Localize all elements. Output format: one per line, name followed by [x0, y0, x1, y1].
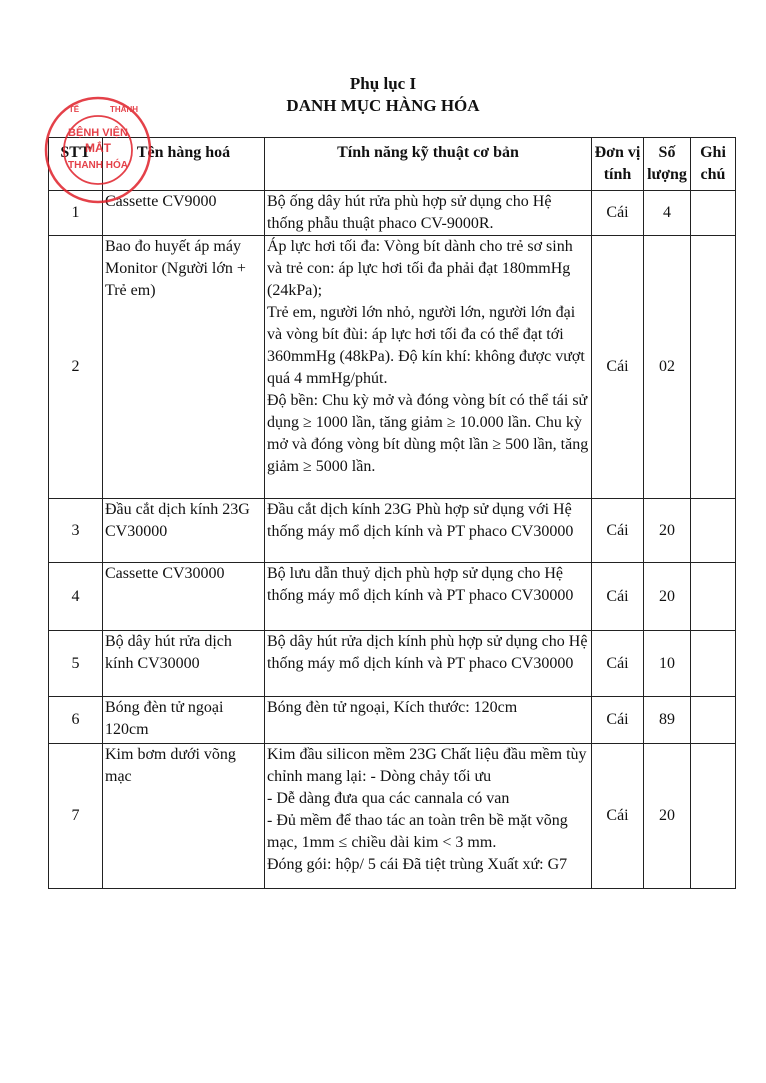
col-header-spec: Tính năng kỹ thuật cơ bản: [265, 138, 592, 191]
row-quantity: 20: [644, 744, 691, 889]
row-item-name: Cassette CV30000: [103, 563, 265, 631]
svg-text:THANH HÓA: THANH HÓA: [68, 160, 128, 171]
row-unit: Cái: [592, 697, 644, 744]
row-quantity: 89: [644, 697, 691, 744]
row-note: [691, 744, 736, 889]
col-header-qty: Số lượng: [644, 138, 691, 191]
row-unit: Cái: [592, 236, 644, 499]
row-quantity: 4: [644, 191, 691, 236]
spec-line: Bóng đèn tử ngoại, Kích thước: 120cm: [267, 699, 518, 716]
table-row: [49, 563, 736, 631]
row-unit: Cái: [592, 563, 644, 631]
table-row: [49, 744, 736, 889]
col-header-unit: Đơn vị tính: [592, 138, 644, 191]
appendix-title: Phụ lục I: [349, 74, 417, 93]
row-spec: [265, 744, 592, 889]
row-spec: [265, 631, 592, 697]
document-heading: DANH MỤC HÀNG HÓA: [286, 96, 480, 115]
row-unit: Cái: [592, 499, 644, 563]
row-stt: 6: [49, 697, 103, 744]
spec-line: Đóng gói: hộp/ 5 cái Đã tiệt trùng Xuất xứ: G7: [267, 856, 568, 873]
col-header-stt: STT: [49, 138, 103, 191]
spec-line: Đầu cắt dịch kính 23G Phù hợp sử dụng với Hệ thống máy mổ dịch kính và PT phaco CV30000: [267, 501, 574, 540]
row-quantity: 20: [644, 563, 691, 631]
row-spec: [265, 697, 592, 744]
table-row: [49, 191, 736, 236]
row-item-name: Đầu cắt dịch kính 23G CV30000: [103, 499, 265, 563]
row-spec: [265, 499, 592, 563]
table-header-row: [49, 138, 736, 191]
spec-line: - Đủ mềm để thao tác an toàn trên bề mặt võng mạc, 1mm ≤ chiều dài kim < 3 mm.: [267, 812, 568, 851]
row-unit: Cái: [592, 744, 644, 889]
spec-line: Bộ dây hút rửa dịch kính phù hợp sử dụng cho Hệ thống máy mổ dịch kính và PT phaco CV30000: [267, 633, 588, 672]
row-item-name: Bộ dây hút rửa dịch kính CV30000: [103, 631, 265, 697]
row-stt: 3: [49, 499, 103, 563]
row-stt: 2: [49, 236, 103, 499]
svg-text:TẾ: TẾ: [68, 105, 80, 114]
svg-text:BỆNH VIỆN: BỆNH VIỆN: [68, 127, 128, 139]
row-note: [691, 191, 736, 236]
row-quantity: 02: [644, 236, 691, 499]
row-note: [691, 499, 736, 563]
row-note: [691, 236, 736, 499]
goods-table: [48, 137, 736, 889]
spec-line: Độ bền: Chu kỳ mở và đóng vòng bít có thể tái sử dụng ≥ 1000 lần, tăng giảm ≥ 10.000 lần. Chu kỳ mở và đóng vòng bít dùng một lần ≥ 500 lần, tăng giảm ≥ 5000 lần.: [267, 392, 589, 475]
row-item-name: Cassette CV9000: [103, 191, 265, 236]
col-header-note: Ghi chú: [691, 138, 736, 191]
table-row: [49, 499, 736, 563]
row-note: [691, 697, 736, 744]
col-header-name: Tên hàng hoá: [103, 138, 265, 191]
spec-line: Trẻ em, người lớn nhỏ, người lớn, người lớn đại và vòng bít đùi: áp lực hơi tối đa có thể đạt tới 360mmHg (48kPa). Độ kín khí: không được vượt quá 4 mmHg/phút.: [267, 304, 585, 387]
svg-text:THANH: THANH: [110, 105, 138, 114]
spec-line: Bộ ống dây hút rửa phù hợp sử dụng cho Hệ thống phẫu thuật phaco CV-9000R.: [267, 193, 552, 232]
row-stt: 7: [49, 744, 103, 889]
table-row: [49, 236, 736, 499]
row-spec: [265, 191, 592, 236]
table-row: [49, 631, 736, 697]
row-unit: Cái: [592, 631, 644, 697]
row-quantity: 10: [644, 631, 691, 697]
spec-line: Áp lực hơi tối đa: Vòng bít dành cho trẻ sơ sinh và trẻ con: áp lực hơi tối đa phải đạt 180mmHg (24kPa);: [267, 238, 573, 299]
spec-line: Kim đầu silicon mềm 23G Chất liệu đầu mềm tùy chỉnh mang lại: - Dòng chảy tối ưu: [267, 746, 587, 785]
row-item-name: Bao đo huyết áp máy Monitor (Người lớn + Trẻ em): [103, 236, 265, 499]
row-note: [691, 631, 736, 697]
row-stt: 1: [49, 191, 103, 236]
row-spec: [265, 563, 592, 631]
spec-line: Bộ lưu dẫn thuỷ dịch phù hợp sử dụng cho Hệ thống máy mổ dịch kính và PT phaco CV30000: [267, 565, 574, 604]
row-spec: [265, 236, 592, 499]
row-stt: 5: [49, 631, 103, 697]
row-item-name: Bóng đèn tử ngoại 120cm: [103, 697, 265, 744]
row-quantity: 20: [644, 499, 691, 563]
row-stt: 4: [49, 563, 103, 631]
row-item-name: Kim bơm dưới võng mạc: [103, 744, 265, 889]
row-unit: Cái: [592, 191, 644, 236]
svg-text:MẮT: MẮT: [85, 141, 111, 155]
table-row: [49, 697, 736, 744]
row-note: [691, 563, 736, 631]
spec-line: - Dễ dàng đưa qua các cannala có van: [267, 790, 510, 807]
